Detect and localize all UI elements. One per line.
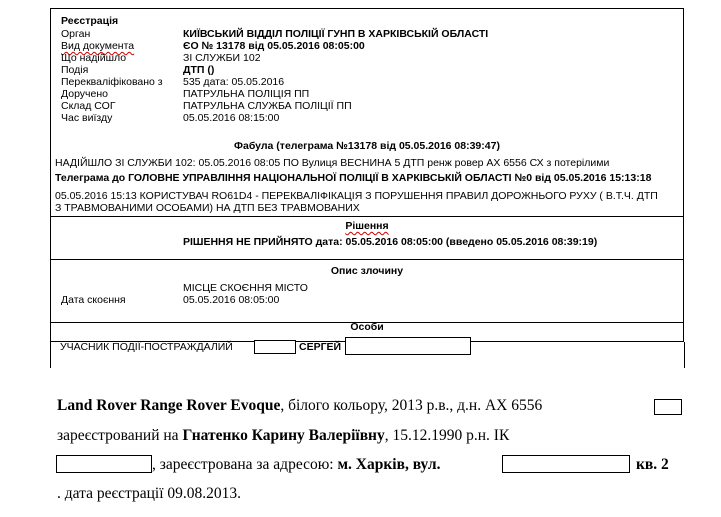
label-assigned: Доручено: [61, 88, 108, 100]
value-sog: ПАТРУЛЬНА СЛУЖБА ПОЛІЦІЇ ПП: [183, 100, 352, 112]
incident-card: [50, 8, 684, 342]
fabula-line-2: Телеграма до ГОЛОВНЕ УПРАВЛІННЯ НАЦІОНАЛЬНОЇ ПОЛІЦІЇ В ХАРКІВСЬКІЙ ОБЛАСТІ №0 від 05.05.2016 15:13:18: [55, 172, 652, 184]
fabula-line-1: НАДІЙШЛО ЗІ СЛУЖБИ 102: 05.05.2016 08:05 ПО Вулиця ВЕСНИНА 5 ДТП ренж ровер АХ 6556 СХ з потерілими: [55, 157, 610, 169]
divider-decision: [51, 216, 683, 217]
label-doc-type: Вид документа: [61, 40, 135, 52]
owner-line: [57, 427, 509, 445]
registration-title: Реєстрація: [61, 15, 119, 27]
divider-persons: [50, 322, 684, 323]
apartment: кв. 2: [636, 456, 669, 473]
crime-title: Опис злочину: [330, 265, 404, 277]
redaction-box: [56, 455, 152, 473]
persons-name: СЕРГЕЙ: [299, 341, 342, 353]
value-doc-type: ЄО № 13178 від 05.05.2016 08:05:00: [183, 40, 365, 52]
crime-place: МІСЦЕ СКОЄННЯ МІСТО: [183, 282, 308, 294]
redaction-box: [654, 399, 682, 415]
address-line: [152, 456, 441, 474]
vehicle-details: , білого кольору, 2013 р.в., д.н. АХ 6556: [280, 397, 543, 414]
value-organ: КИЇВСЬКИЙ ВІДДІЛ ПОЛІЦІЇ ГУНП В ХАРКІВСЬКІЙ ОБЛАСТІ: [183, 28, 489, 40]
label-requalified: Перекваліфіковано з: [61, 76, 163, 88]
label-received: Що надійшло: [61, 52, 127, 64]
owner-birth: , 15.12.1990 р.н. ІК: [384, 427, 510, 444]
persons-title: Особи: [350, 321, 384, 333]
label-event: Подія: [61, 64, 89, 76]
crime-date-value: 05.05.2016 08:05:00: [183, 294, 280, 306]
registration-date: . дата реєстрації 09.08.2013.: [57, 485, 241, 502]
vehicle-line: [57, 397, 542, 415]
decision-title: Рішення: [345, 220, 389, 232]
value-received: ЗІ СЛУЖБИ 102: [183, 52, 261, 64]
fabula-line-4: З ТРАВМОВАНИМИ ОСОБАМИ) НА ДТП БЕЗ ТРАВМОВАНИХ: [55, 202, 360, 214]
owner-name: Гнатенко Карину Валеріївну: [182, 427, 385, 444]
registered-to: зареєстрований на: [57, 427, 179, 444]
value-assigned: ПАТРУЛЬНА ПОЛІЦІЯ ПП: [183, 88, 310, 100]
decision-text: РІШЕННЯ НЕ ПРИЙНЯТО дата: 05.05.2016 08:05:00 (введено 05.05.2016 08:39:19): [183, 236, 598, 248]
persons-left-border: [50, 342, 51, 368]
persons-label: УЧАСНИК ПОДІЇ-ПОСТРАЖДАЛИЙ: [60, 341, 233, 353]
crime-date-label: Дата скоєння: [61, 294, 126, 306]
value-departure: 05.05.2016 08:15:00: [183, 112, 280, 124]
fabula-title: Фабула (телеграма №13178 від 05.05.2016 08:39:47): [234, 140, 500, 152]
redaction-box: [502, 455, 630, 473]
value-requalified: 535 дата: 05.05.2016: [183, 76, 285, 88]
vehicle-model: Land Rover Range Rover Evoque: [57, 397, 281, 414]
address-label: , зареєстрована за адресою:: [152, 456, 334, 473]
divider-crime: [51, 259, 683, 260]
persons-right-border: [684, 342, 685, 368]
label-departure: Час виїзду: [61, 112, 113, 124]
address-city: м. Харків, вул.: [337, 456, 441, 473]
fabula-line-3: 05.05.2016 15:13 КОРИСТУВАЧ RO61D4 - ПЕРЕКВАЛІФІКАЦІЯ З ПОРУШЕННЯ ПРАВИЛ ДОРОЖНЬОГО РУХУ ( В.Т.Ч. ДТП: [55, 190, 658, 202]
redaction-box: [345, 337, 471, 355]
label-organ: Орган: [61, 28, 91, 40]
redaction-box: [254, 340, 296, 354]
label-sog: Склад СОГ: [61, 100, 116, 112]
value-event: ДТП (): [183, 64, 215, 76]
